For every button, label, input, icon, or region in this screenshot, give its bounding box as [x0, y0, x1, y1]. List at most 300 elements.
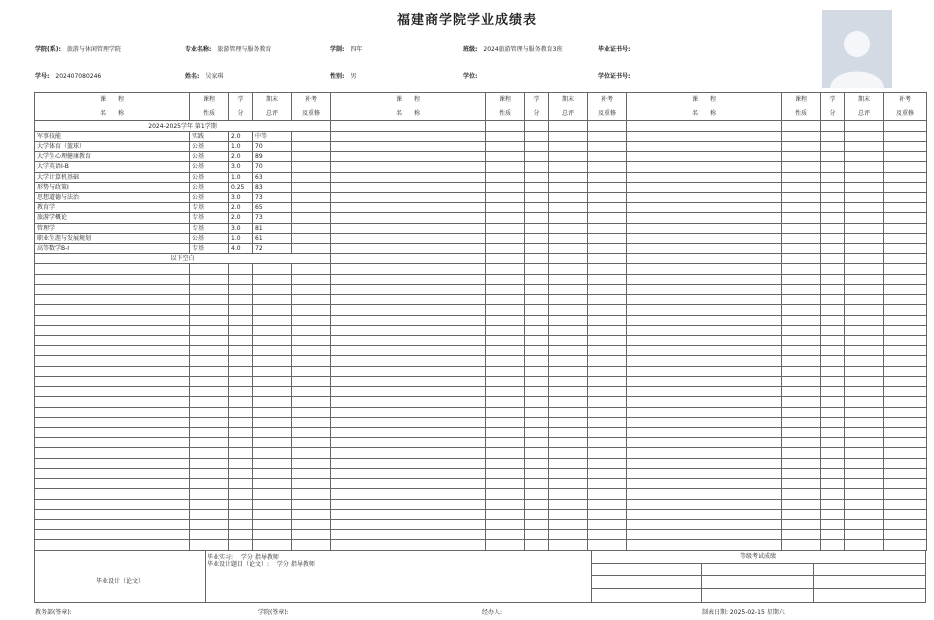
grade-cell [588, 499, 627, 509]
grade-cell [845, 519, 884, 529]
empty-row [35, 376, 927, 386]
grade-cell [525, 427, 549, 437]
grade-cell [331, 468, 486, 478]
grade-cell [253, 274, 292, 284]
grade-cell [884, 509, 927, 519]
thesis-section [34, 551, 926, 603]
header-cell: 课程 [190, 93, 229, 107]
grade-cell [190, 325, 229, 335]
grade-cell [782, 407, 821, 417]
grade-cell [331, 499, 486, 509]
grade-cell [549, 121, 588, 131]
grade-cell [35, 376, 190, 386]
grade-cell [229, 274, 253, 284]
grade-cell [884, 458, 927, 468]
grade-cell [331, 141, 486, 151]
grade-cell [292, 519, 331, 529]
exam-grade-box [591, 551, 927, 602]
grade-cell [292, 274, 331, 284]
grade-cell [331, 336, 486, 346]
empty-row [35, 438, 927, 448]
grade-cell [845, 162, 884, 172]
grade-cell [627, 479, 782, 489]
grade-cell [821, 295, 845, 305]
grade-cell [253, 325, 292, 335]
course-name: 大学英语Ⅰ-B [35, 162, 190, 172]
grade-cell [821, 346, 845, 356]
course-row [35, 152, 927, 162]
grade-cell [525, 172, 549, 182]
grade-cell [292, 376, 331, 386]
course-nature: 专基 [190, 203, 229, 213]
course-nature: 公基 [190, 192, 229, 202]
grade-cell [292, 407, 331, 417]
grade-cell [525, 233, 549, 243]
avatar-icon [822, 10, 892, 88]
grade-cell [549, 233, 588, 243]
course-name: 旅游学概论 [35, 213, 190, 223]
grade-cell [525, 182, 549, 192]
grade-cell [845, 407, 884, 417]
page-title: 福建商学院学业成绩表 [396, 13, 537, 28]
grade-cell [884, 152, 927, 162]
grade-cell [821, 264, 845, 274]
header-cell: 及重修 [292, 107, 331, 121]
grade-cell [845, 509, 884, 519]
grade-cell [782, 274, 821, 284]
course-credit: 2.0 [229, 203, 253, 213]
grade-cell [549, 315, 588, 325]
grade-cell [782, 417, 821, 427]
grade-cell [331, 530, 486, 540]
grade-cell [331, 254, 486, 264]
grade-cell [253, 407, 292, 417]
grade-cell [525, 305, 549, 315]
grade-cell [331, 244, 486, 254]
grade-cell [821, 223, 845, 233]
print-date: 制表日期: 2025-02-15 星期六 [702, 609, 785, 616]
grade-cell [35, 540, 190, 551]
grade-cell [549, 499, 588, 509]
grade-cell [782, 540, 821, 551]
grade-cell [525, 407, 549, 417]
grade-cell [331, 295, 486, 305]
grade-cell [253, 336, 292, 346]
grade-cell [229, 468, 253, 478]
grade-cell [845, 284, 884, 294]
course-nature: 专基 [190, 223, 229, 233]
grade-cell [588, 468, 627, 478]
grade-cell [627, 509, 782, 519]
course-row [35, 131, 927, 141]
grade-cell [845, 499, 884, 509]
name-info: 姓名: 吴家琪 [185, 73, 224, 80]
grade-cell [782, 305, 821, 315]
course-score: 89 [253, 152, 292, 162]
header-cell: 课 程 [331, 93, 486, 107]
empty-row [35, 479, 927, 489]
grade-cell [845, 192, 884, 202]
grade-cell [821, 519, 845, 529]
grade-cell [486, 509, 525, 519]
grade-cell [588, 244, 627, 254]
grade-cell [821, 162, 845, 172]
grade-cell [782, 530, 821, 540]
grade-cell [331, 407, 486, 417]
grade-cell [190, 438, 229, 448]
grade-cell [331, 131, 486, 141]
grade-cell [292, 131, 331, 141]
course-credit: 3.0 [229, 192, 253, 202]
grade-cell [331, 192, 486, 202]
grade-cell [292, 397, 331, 407]
grade-cell [486, 223, 525, 233]
grade-cell [845, 417, 884, 427]
grade-cell [35, 489, 190, 499]
grade-cell [627, 192, 782, 202]
grade-cell [190, 458, 229, 468]
grade-cell [292, 295, 331, 305]
course-score: 中等 [253, 131, 292, 141]
grade-cell [253, 417, 292, 427]
grade-cell [845, 356, 884, 366]
grade-cell [190, 427, 229, 437]
empty-row [35, 305, 927, 315]
grade-cell [229, 366, 253, 376]
grade-cell [627, 397, 782, 407]
grade-cell [229, 448, 253, 458]
handler-signature: 经办人: [482, 609, 503, 616]
grade-cell [292, 489, 331, 499]
grade-cell [588, 438, 627, 448]
grade-cell [486, 182, 525, 192]
course-row [35, 233, 927, 243]
grade-cell [845, 448, 884, 458]
course-credit: 3.0 [229, 223, 253, 233]
grade-cell [549, 254, 588, 264]
grade-cell [588, 417, 627, 427]
grade-cell [190, 274, 229, 284]
grade-cell [845, 346, 884, 356]
course-credit: 2.0 [229, 213, 253, 223]
grade-cell [253, 387, 292, 397]
grade-cell [486, 141, 525, 151]
grade-cell [486, 458, 525, 468]
grade-cell [253, 468, 292, 478]
grade-cell [549, 530, 588, 540]
grade-cell [884, 438, 927, 448]
grade-cell [782, 141, 821, 151]
grade-cell [253, 519, 292, 529]
empty-row [35, 540, 927, 551]
grade-cell [782, 325, 821, 335]
grade-cell [884, 162, 927, 172]
student-id-info: 学号: 202407080246 [35, 73, 102, 80]
blank-marker: 以下空白 [35, 254, 331, 264]
grade-cell [845, 223, 884, 233]
grade-cell [884, 448, 927, 458]
grade-cell [331, 479, 486, 489]
grade-cell [821, 284, 845, 294]
grade-cell [884, 254, 927, 264]
grade-cell [884, 172, 927, 182]
header-cell: 课程 [782, 93, 821, 107]
header-row [35, 93, 927, 107]
grade-cell [292, 203, 331, 213]
course-nature: 公基 [190, 182, 229, 192]
grade-cell [525, 315, 549, 325]
grade-cell [588, 254, 627, 264]
grade-cell [627, 203, 782, 213]
grade-cell [331, 448, 486, 458]
header-cell: 性质 [782, 107, 821, 121]
course-score: 83 [253, 182, 292, 192]
grade-cell [486, 203, 525, 213]
grade-cell [486, 346, 525, 356]
header-cell: 总评 [549, 107, 588, 121]
empty-row [35, 519, 927, 529]
grade-cell [292, 244, 331, 254]
grade-cell [821, 336, 845, 346]
grade-cell [35, 356, 190, 366]
grade-cell [486, 152, 525, 162]
header-cell: 名 称 [35, 107, 190, 121]
grade-cell [782, 203, 821, 213]
grade-cell [229, 346, 253, 356]
grade-cell [821, 499, 845, 509]
course-nature: 公基 [190, 141, 229, 151]
empty-row [35, 315, 927, 325]
course-nature: 公基 [190, 152, 229, 162]
grade-cell [292, 152, 331, 162]
header-cell: 及重修 [588, 107, 627, 121]
course-credit: 0.25 [229, 182, 253, 192]
grade-cell [845, 468, 884, 478]
grade-cell [229, 376, 253, 386]
grade-cell [525, 366, 549, 376]
grade-cell [229, 264, 253, 274]
grade-cell [229, 458, 253, 468]
grade-cell [627, 407, 782, 417]
grade-cell [627, 264, 782, 274]
course-score: 81 [253, 223, 292, 233]
grade-cell [190, 264, 229, 274]
grade-cell [627, 233, 782, 243]
grade-cell [549, 427, 588, 437]
grade-cell [292, 417, 331, 427]
grade-cell [549, 417, 588, 427]
grade-cell [845, 141, 884, 151]
header-cell: 性质 [486, 107, 525, 121]
grade-cell [292, 509, 331, 519]
grade-cell [821, 366, 845, 376]
grade-cell [229, 530, 253, 540]
grade-cell [331, 203, 486, 213]
internship-line: 毕业实习: 学分 指导教师 [207, 554, 279, 561]
empty-row [35, 458, 927, 468]
grade-cell [588, 356, 627, 366]
grade-cell [331, 366, 486, 376]
grade-cell [782, 376, 821, 386]
grade-cell [486, 284, 525, 294]
grade-cell [884, 131, 927, 141]
grade-cell [229, 315, 253, 325]
grade-table [34, 92, 927, 551]
course-row [35, 162, 927, 172]
grade-cell [35, 530, 190, 540]
grade-cell [884, 407, 927, 417]
grade-cell [549, 519, 588, 529]
empty-row [35, 468, 927, 478]
grade-cell [525, 213, 549, 223]
grade-cell [845, 131, 884, 141]
grade-cell [627, 295, 782, 305]
grade-cell [627, 540, 782, 551]
grade-cell [884, 213, 927, 223]
grade-cell [190, 479, 229, 489]
grade-cell [845, 254, 884, 264]
grade-cell [486, 540, 525, 551]
grade-cell [884, 295, 927, 305]
grade-cell [821, 233, 845, 243]
course-row [35, 141, 927, 151]
course-name: 大学计算机基础 [35, 172, 190, 182]
grade-cell [525, 152, 549, 162]
grade-cell [486, 427, 525, 437]
gender-info: 性别: 男 [330, 73, 357, 80]
course-name: 管理学 [35, 223, 190, 233]
grade-cell [331, 356, 486, 366]
grade-cell [35, 509, 190, 519]
grade-cell [190, 336, 229, 346]
grade-cell [588, 274, 627, 284]
grade-cell [821, 305, 845, 315]
course-name: 职业生涯与发展规划 [35, 233, 190, 243]
grade-cell [525, 519, 549, 529]
course-score: 61 [253, 233, 292, 243]
course-row [35, 203, 927, 213]
grade-cell [549, 131, 588, 141]
grade-cell [525, 397, 549, 407]
grade-cell [229, 407, 253, 417]
grade-cell [190, 305, 229, 315]
grade-cell [588, 295, 627, 305]
grade-cell [549, 192, 588, 202]
grade-cell [525, 203, 549, 213]
grade-cell [821, 468, 845, 478]
grade-cell [845, 305, 884, 315]
grade-cell [821, 387, 845, 397]
grade-cell [35, 325, 190, 335]
grade-cell [486, 489, 525, 499]
grade-cell [782, 489, 821, 499]
grade-cell [331, 315, 486, 325]
grade-cell [253, 499, 292, 509]
course-score: 72 [253, 244, 292, 254]
grade-cell [782, 499, 821, 509]
grade-cell [782, 427, 821, 437]
empty-row [35, 366, 927, 376]
grade-cell [782, 162, 821, 172]
grade-cell [35, 499, 190, 509]
course-nature: 专基 [190, 244, 229, 254]
grade-cell [525, 499, 549, 509]
grade-cell [588, 192, 627, 202]
header-cell: 期末 [845, 93, 884, 107]
grade-cell [821, 192, 845, 202]
grade-cell [845, 325, 884, 335]
grade-cell [845, 387, 884, 397]
grade-cell [331, 458, 486, 468]
grade-cell [627, 417, 782, 427]
grade-cell [331, 509, 486, 519]
empty-row [35, 489, 927, 499]
grade-cell [821, 448, 845, 458]
grade-cell [821, 254, 845, 264]
empty-row [35, 397, 927, 407]
grade-cell [884, 244, 927, 254]
grade-cell [253, 509, 292, 519]
grade-cell [549, 509, 588, 519]
grade-cell [292, 172, 331, 182]
course-credit: 2.0 [229, 131, 253, 141]
grade-cell [35, 366, 190, 376]
header-cell: 课 程 [627, 93, 782, 107]
grade-cell [190, 499, 229, 509]
grade-cell [782, 397, 821, 407]
grade-cell [190, 397, 229, 407]
course-credit: 1.0 [229, 141, 253, 151]
grade-cell [821, 244, 845, 254]
grade-cell [35, 427, 190, 437]
empty-row [35, 448, 927, 458]
course-nature: 专基 [190, 213, 229, 223]
grade-cell [884, 530, 927, 540]
grade-cell [588, 448, 627, 458]
course-name: 大学体育（篮球） [35, 141, 190, 151]
grade-cell [884, 489, 927, 499]
grade-cell [486, 468, 525, 478]
grade-cell [884, 366, 927, 376]
grade-cell [845, 244, 884, 254]
degree-cert-info: 学位证书号: [598, 73, 631, 80]
thesis-label: 毕业设计（论文） [95, 578, 144, 585]
grade-cell [229, 519, 253, 529]
grade-cell [588, 346, 627, 356]
grade-cell [525, 295, 549, 305]
grade-cell [525, 346, 549, 356]
grade-cell [229, 499, 253, 509]
grade-cell [884, 192, 927, 202]
empty-row [35, 264, 927, 274]
header-cell: 性质 [190, 107, 229, 121]
grade-cell [190, 284, 229, 294]
grade-cell [331, 325, 486, 335]
grade-cell [588, 121, 627, 131]
grade-cell [229, 336, 253, 346]
grade-cell [821, 458, 845, 468]
grade-cell [588, 336, 627, 346]
grade-cell [525, 192, 549, 202]
grade-cell [525, 540, 549, 551]
header-cell: 总评 [845, 107, 884, 121]
grade-cell [35, 264, 190, 274]
grade-cell [229, 427, 253, 437]
semester-label: 2024-2025学年 第1学期 [35, 121, 331, 131]
grade-cell [588, 233, 627, 243]
grade-cell [331, 489, 486, 499]
grade-cell [549, 244, 588, 254]
